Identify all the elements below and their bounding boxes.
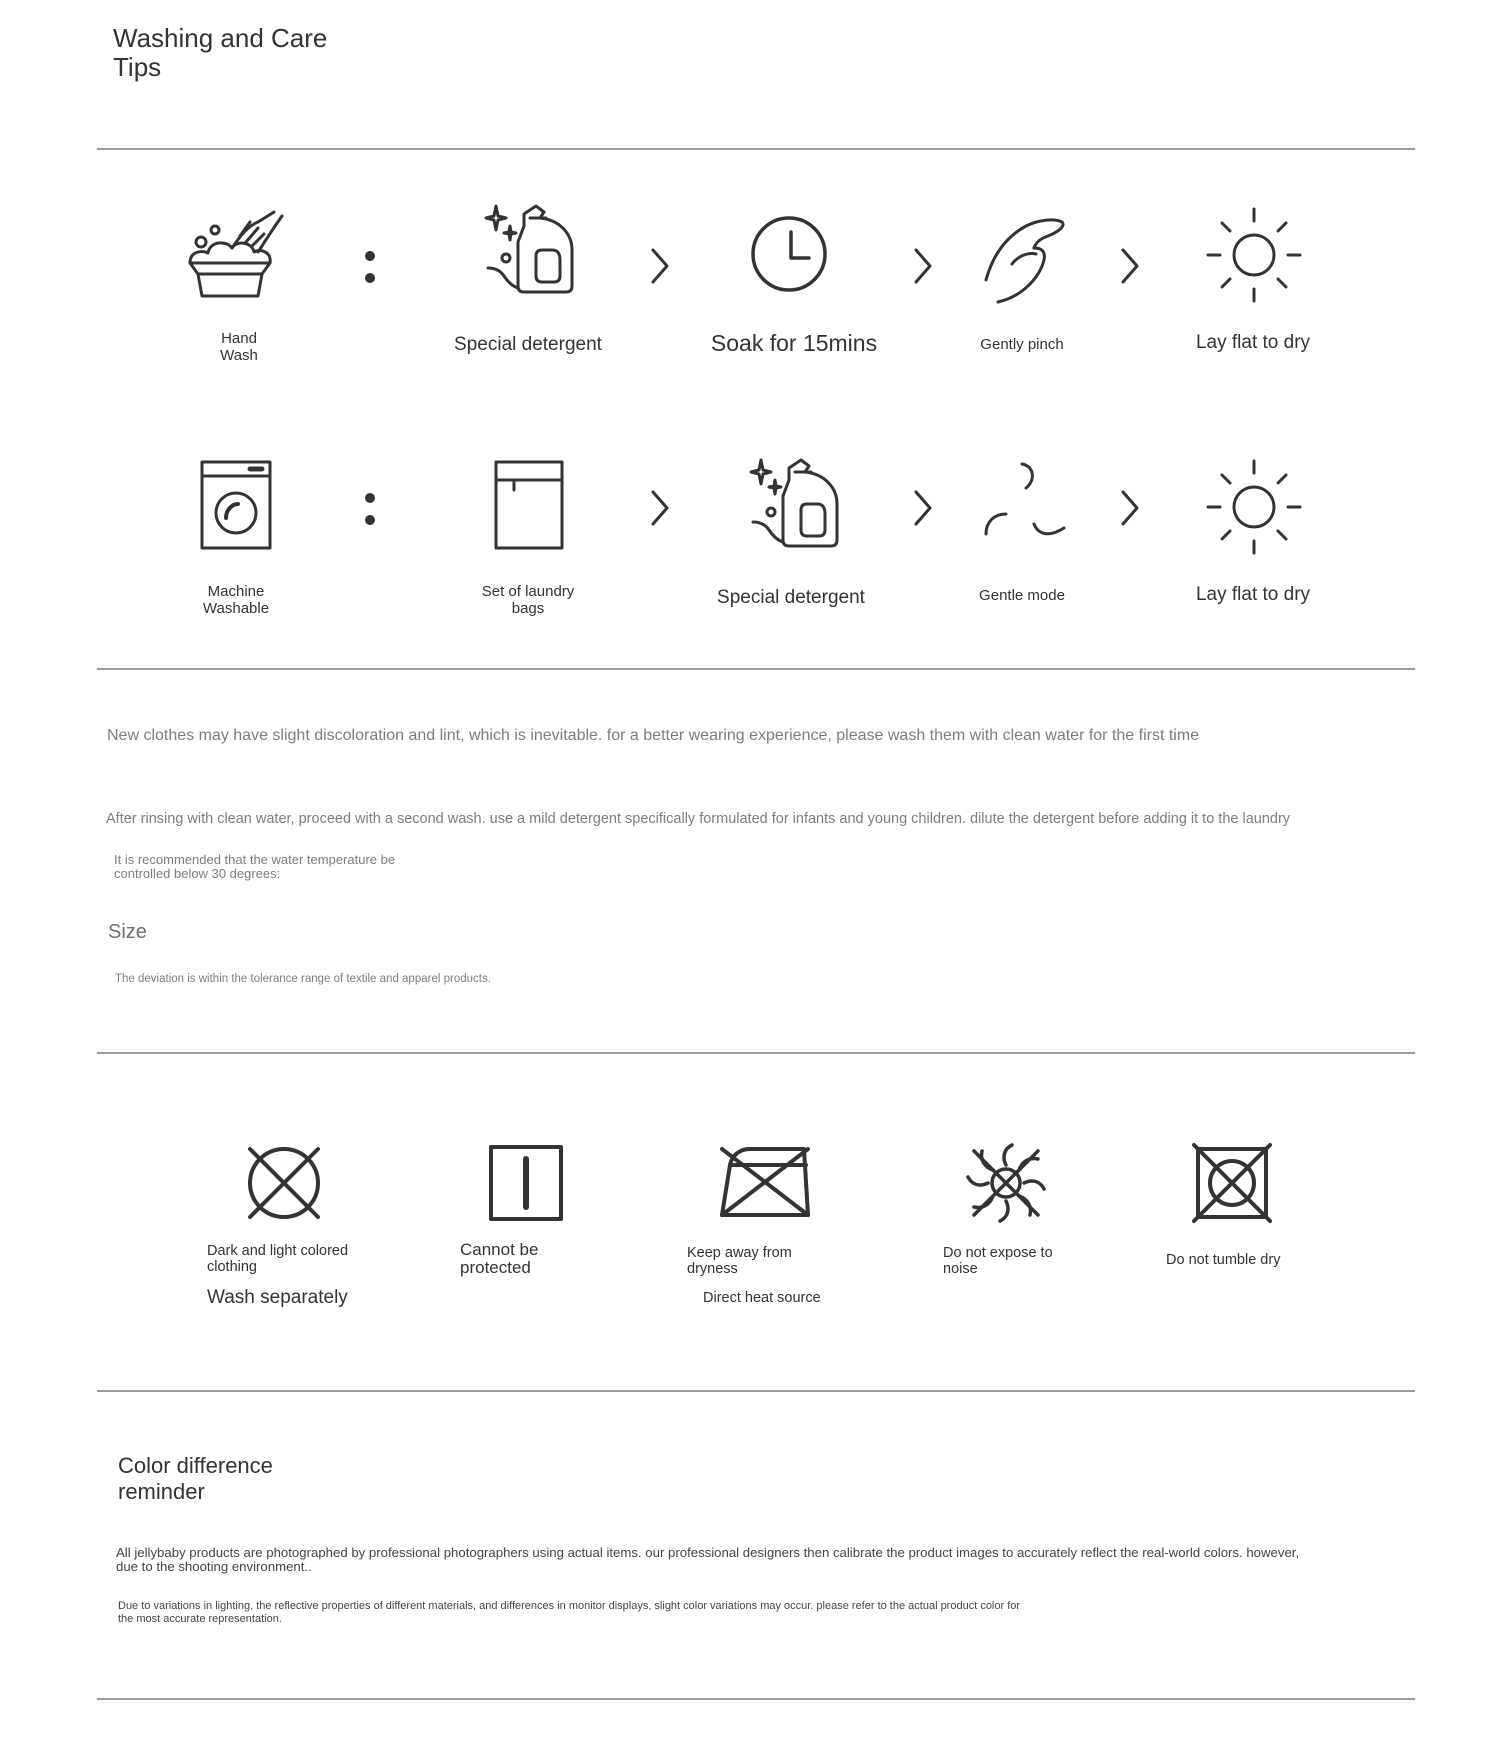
warning-label: Keep away from dryness (687, 1245, 792, 1277)
step-label: Soak for 15mins (710, 330, 878, 356)
sun-icon (1206, 207, 1302, 303)
temperature-note: It is recommended that the water temperature be controlled below 30 degrees: (114, 852, 396, 881)
warning-label: Cannot be protected (460, 1240, 539, 1277)
step-label: Set of laundry bags (481, 583, 575, 617)
machine-wash-label: Machine Washable (202, 583, 270, 617)
step-label: Special detergent (717, 587, 865, 608)
divider (97, 1698, 1415, 1700)
size-heading: Size (108, 921, 147, 943)
warning-sub: Direct heat source (703, 1290, 821, 1306)
step-label: Gently pinch (980, 336, 1064, 353)
sun-icon (1206, 459, 1302, 555)
do-not-iron-icon (720, 1147, 810, 1217)
detergent-bottle-icon (749, 460, 839, 550)
laundry-bag-icon (494, 460, 564, 550)
step-label: Special detergent (454, 334, 602, 355)
pinch-hand-icon (984, 218, 1066, 304)
warning-label: Do not expose to noise (943, 1245, 1053, 1277)
step-label: Gentle mode (979, 587, 1065, 604)
chevron-right-icon (1121, 248, 1139, 284)
page-title: Washing and Care Tips (113, 23, 328, 82)
divider (97, 1052, 1415, 1054)
divider (97, 668, 1415, 670)
colon-icon (363, 250, 377, 286)
color-reminder-paragraph: All jellybaby products are photographed by professional photographers using actual items. our professional designers then calibrate the product images to accurately reflect the real-world colors. however, due to the shooting environment.. (116, 1545, 1300, 1574)
divider (97, 1390, 1415, 1392)
warning-label: Do not tumble dry (1166, 1252, 1281, 1268)
hand-wash-basin-icon (188, 208, 288, 303)
first-wash-note: New clothes may have slight discoloration and lint, which is inevitable. for a better wearing experience, please wash them with clean water for the first time (107, 727, 1200, 744)
hand-wash-label: Hand Wash (220, 330, 258, 364)
chevron-right-icon (914, 490, 932, 526)
clock-icon (751, 216, 827, 292)
do-not-sun-dry-icon (966, 1143, 1046, 1223)
color-reminder-title: Color difference reminder (118, 1453, 273, 1504)
divider (97, 148, 1415, 150)
color-reminder-paragraph: Due to variations in lighting, the reflective properties of different materials, and differences in monitor displays, slight color variations may occur. please refer to the actual product color for the most accurate representation. (118, 1600, 1021, 1625)
chevron-right-icon (1121, 490, 1139, 526)
chevron-right-icon (914, 248, 932, 284)
chevron-right-icon (651, 490, 669, 526)
warning-label: Dark and light colored clothing (207, 1243, 349, 1275)
square-bar-icon (489, 1145, 563, 1221)
chevron-right-icon (651, 248, 669, 284)
colon-icon (363, 492, 377, 528)
second-wash-note: After rinsing with clean water, proceed with a second wash. use a mild detergent specifically formulated for infants and young children. dilute the detergent before adding it to the laundry (106, 811, 1291, 827)
detergent-bottle-icon (484, 206, 574, 296)
size-text: The deviation is within the tolerance range of textile and apparel products. (115, 973, 491, 985)
step-label: Lay flat to dry (1195, 332, 1311, 353)
warning-sub: Wash separately (207, 1287, 348, 1308)
washing-machine-icon (200, 460, 272, 550)
gentle-swirl-icon (984, 462, 1068, 546)
do-not-tumble-dry-icon (1192, 1143, 1272, 1223)
step-label: Lay flat to dry (1195, 584, 1311, 605)
do-not-wash-circle-icon (246, 1145, 322, 1221)
